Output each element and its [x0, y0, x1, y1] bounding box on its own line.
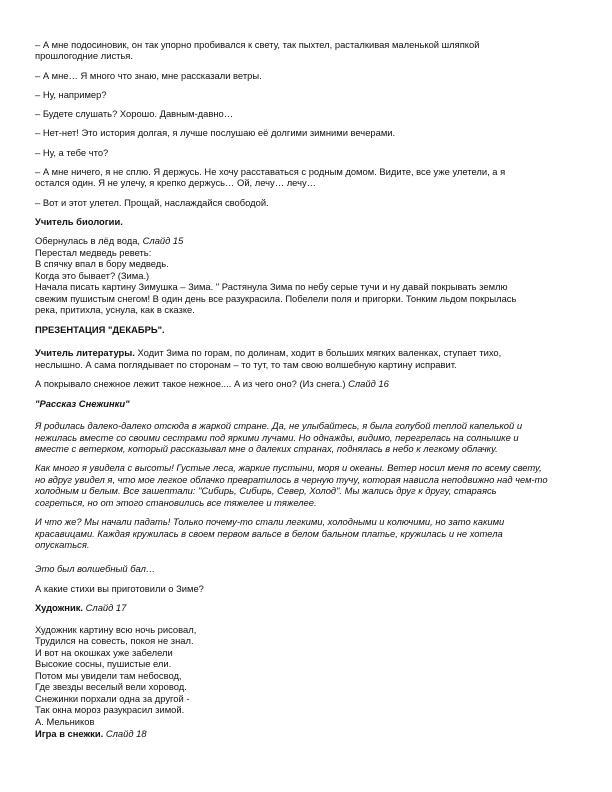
snow-text: А покрывало снежное лежит такое нежное.... А из чего оно? (Из снега.) — [35, 378, 346, 389]
slide-ref: Слайд 17 — [85, 602, 127, 613]
poem-line: Трудился на совесть, покоя не знал. — [35, 635, 194, 646]
poem-line: Потом мы увидели там небосвод, — [35, 670, 182, 681]
poem-line: Так окна мороз разукрасил зимой. — [35, 704, 185, 715]
poem-line: Художник картину всю ночь рисовал, — [35, 624, 197, 635]
lit-teacher-line — [35, 347, 501, 358]
slide-ref: Слайд 16 — [348, 378, 389, 389]
presentation-heading: ПРЕЗЕНТАЦИЯ "ДЕКАБРЬ". — [35, 324, 165, 335]
dialogue-line: прошлогодние листья. — [35, 50, 133, 61]
riddle-line — [35, 235, 183, 246]
dialogue-line: – А мне подосиновик, он так упорно пробивался к свету, так пыхтел, расталкивая маленькой шляпкой — [35, 39, 480, 50]
poem-line: Где звезды веселый вели хоровод. — [35, 681, 187, 692]
story-title: "Рассказ Снежинки" — [35, 398, 130, 409]
poem-line: Снежинки порхали одна за другой - — [35, 693, 190, 704]
story-line: нежилась вместе со своими сестрами под яркими лучами. Но однажды, видимо, перегрелась на солнышке и — [35, 432, 519, 443]
snow-line — [35, 378, 389, 389]
riddle-line: В спячку впал в бору медведь. — [35, 258, 169, 269]
dialogue-line: – Вот и этот улетел. Прощай, наслаждайся свободой. — [35, 197, 269, 208]
dialogue-line: – Нет-нет! Это история долгая, я лучше послушаю её долгими зимними вечерами. — [35, 127, 396, 138]
dialogue-line: остался один. Я не улечу, я крепко держусь… Ой, лечу… лечу… — [35, 177, 317, 188]
story-line: Как много я увидела с высоты! Густые леса, жаркие пустыни, моря и океаны. Ветер носил меня по всему свету, — [35, 462, 542, 473]
paragraph-line: свежим пушистым снегом! В один день все разукрасила. Побелели поля и пригорки. Тонким льдом покрылась — [35, 293, 517, 304]
slide-ref: Слайд 15 — [142, 235, 184, 246]
dialogue-line: – Ну, например? — [35, 89, 107, 100]
bio-teacher-heading: Учитель биологии. — [35, 216, 123, 227]
artist-heading: Художник. — [35, 602, 84, 613]
poem-author: А. Мельников — [35, 716, 95, 727]
artist-heading-line — [35, 602, 126, 613]
story-line: вместе с ветерком, который рассказывал мне о далеких странах, поднялась в небо к легкому облачку. — [35, 443, 498, 454]
dialogue-line: – А мне… Я много что знаю, мне рассказали ветры. — [35, 70, 262, 81]
story-line: И что же? Мы начали падать! Только почему-то стали легкими, холодными и колючими, но зато какими — [35, 516, 505, 527]
paragraph-line: Начала писать картину Зимушка – Зима. " Растянула Зима по небу серые тучи и ну давай покрывать землю — [35, 281, 508, 292]
story-line: красавицами. Каждая кружилась в своем первом вальсе в белом бальном платье, кружилась и не хотела — [35, 528, 503, 539]
story-line: согреться, но от этого становились все тяжелее и тяжелее. — [35, 497, 317, 508]
snowball-heading: Игра в снежки. — [35, 728, 104, 739]
dialogue-line: – Ну, а тебе что? — [35, 147, 109, 158]
story-line: холодным и белым. Все зашептали: "Сибирь, Сибирь, Север, Холод". Мы жались друг к другу, стараясь — [35, 485, 497, 496]
story-line: опускаться. — [35, 539, 90, 550]
poem-line: Высокие сосны, пушистые ели. — [35, 658, 172, 669]
riddle-text: Обернулась в лёд вода, — [35, 235, 141, 246]
poem-line: И вот на окошках уже забелели — [35, 647, 173, 658]
question-line: А какие стихи вы приготовили о Зиме? — [35, 583, 204, 594]
dialogue-line: – Будете слушать? Хорошо. Давным-давно… — [35, 108, 234, 119]
riddle-line: Перестал медведь реветь: — [35, 247, 152, 258]
lit-teacher-line: неслышно. А сама поглядывает по сторонам – то тут, то там свою волшебную картину исправит. — [35, 359, 457, 370]
story-line: Это был волшебный бал… — [35, 563, 156, 574]
slide-ref: Слайд 18 — [105, 728, 147, 739]
lit-teacher-heading: Учитель литературы. — [35, 347, 135, 358]
lit-teacher-text: Ходит Зима по горам, по долинам, ходит в больших мягких валенках, ступает тихо, — [137, 347, 502, 358]
snowball-heading-line — [35, 728, 147, 739]
dialogue-line: – А мне ничего, я не сплю. Я держусь. Не хочу расставаться с родным домом. Видите, все уже улетели, а я — [35, 166, 506, 177]
story-line: Я родилась далеко-далеко отсюда в жаркой стране. Да, не улыбайтесь, я была голубой теплой капелькой и — [35, 420, 523, 431]
paragraph-line: река, притихла, уснула, как в сказке. — [35, 304, 195, 315]
riddle-line: Когда это бывает? (Зима.) — [35, 270, 150, 281]
story-line: но вдруг увидел я, что мое легкое облачко превратилось в черную тучу, которая нависла неподвижно над чем-то — [35, 474, 548, 485]
